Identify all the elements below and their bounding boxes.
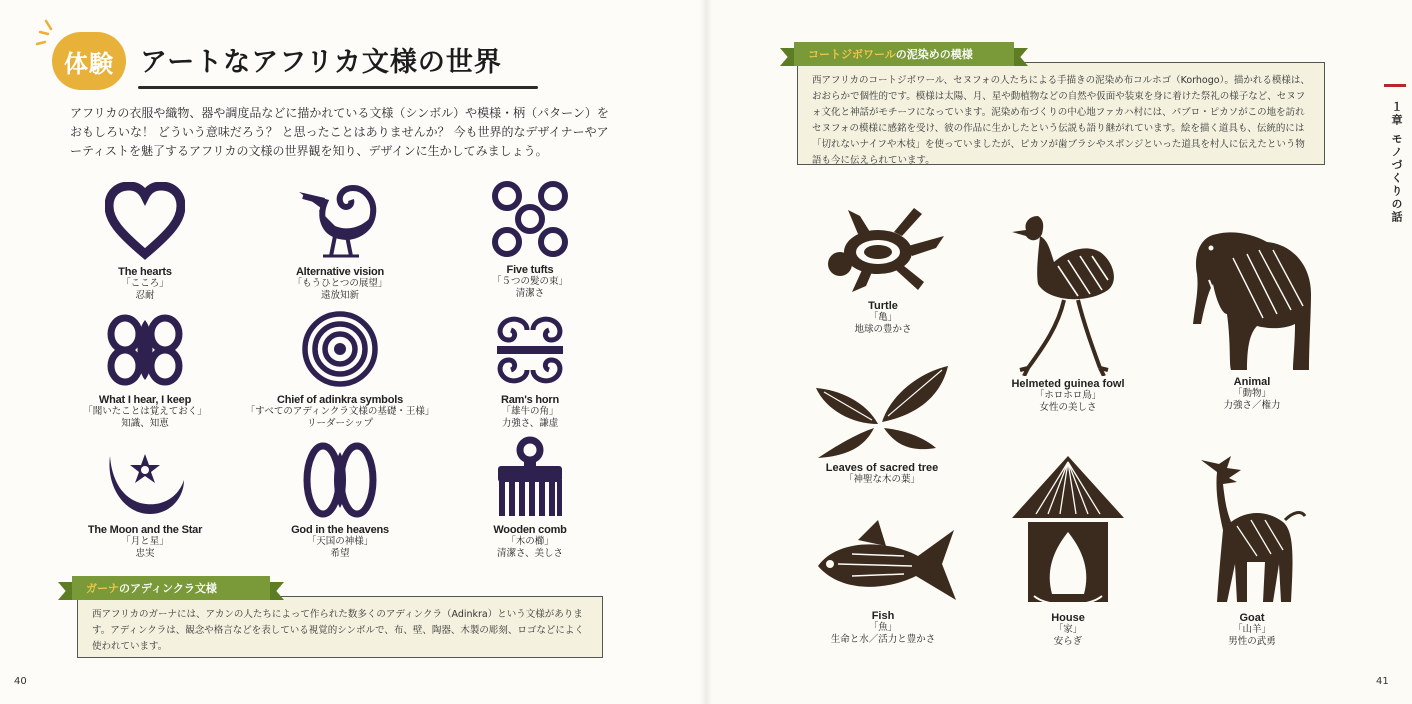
banner-highlight: ガーナ: [86, 582, 119, 595]
ghana-notebox: 西アフリカのガーナには、アカンの人たちによって作られた数多くのアディンクラ（Adinkra）という文様があります。アディンクラは、観念や格言などを表している視覚的シンボルで、布、壁、陶器、木製の彫刻、ロゴなどによく使われています。: [77, 596, 603, 658]
motif-name: House: [1051, 612, 1085, 624]
banner-label: のアディンクラ文様: [119, 582, 217, 595]
motif-meaning: 「魚」: [868, 622, 898, 633]
leaves-icon: [812, 362, 952, 460]
adinkra-item: [230, 442, 450, 560]
motif-value: 力強さ／権力: [1223, 400, 1281, 411]
adinkra-item: [230, 310, 450, 430]
adinkra-item: [420, 180, 640, 300]
symbol-value: リーダーシップ: [306, 418, 374, 429]
motif-name: Goat: [1239, 612, 1265, 624]
symbol-value: 清潔さ: [515, 288, 545, 299]
cote-notebox: 西アフリカのコートジボワール、セヌフォの人たちによる手描きの泥染め布コルホゴ（Korhogo）。描かれる模様は、おおらかで個性的です。模様は太陽、月、星や動植物などの自然や仮面や装束を身に着けた祭礼の様子など、セヌフォ文化と神話がモチーフになっています。泥染め布づくりの中心地ファカハ村には、パブロ・ピカソがこの地を訪れセヌフォの模様に感銘を受け、彼の作品に生かしたという伝説も語り継がれています。絵を描く道具も、伝統的には「切れないナイフや木枝」を使っていましたが、ピカソが歯ブラシやスポンジといった道具を村人に伝えたという物語も今に伝えられています。: [797, 62, 1325, 165]
banner-ribbon: [794, 42, 1014, 66]
symbol-value: 遠放知新: [320, 290, 359, 301]
motif-name: Turtle: [868, 300, 898, 312]
symbol-name: Chief of adinkra symbols: [276, 394, 403, 406]
heart-icon: [105, 182, 185, 260]
motif-name: Animal: [1233, 376, 1271, 388]
symbol-value: 知識、知恵: [121, 418, 169, 429]
adinkra-item: [420, 312, 640, 430]
book-gutter: [700, 0, 712, 704]
korhogo-item: [968, 206, 1168, 414]
motif-meaning: 「神聖な木の葉」: [843, 474, 920, 485]
intro-paragraph: アフリカの衣服や織物、器や調度品などに描かれている文様（シンボル）や模様・柄（パターン）を おもしろいな！ どういう意味だろう？ と思ったことはありませんか？ 今も世界的なデザイナーやアーティストを魅了するアフリカの文様の世界観を知り、デザインに生かしてみましょう。: [70, 106, 609, 158]
guinea-fowl-icon: [1008, 206, 1128, 376]
korhogo-item: [782, 362, 982, 486]
chapter-label: １章 モノづくりの話: [1390, 101, 1403, 224]
motif-meaning: 「動物」: [1232, 388, 1271, 399]
banner-ribbon: [72, 576, 270, 600]
symbol-value: 忠実: [135, 548, 155, 559]
motif-name: Helmeted guinea fowl: [1011, 378, 1125, 390]
motif-name: Fish: [871, 610, 895, 622]
moon-star-icon: [104, 446, 186, 518]
motif-value: 生命と水／活力と豊かさ: [830, 634, 936, 645]
symbol-meaning: 「こころ」: [121, 278, 169, 289]
comb-icon: [495, 436, 565, 518]
symbol-name: Alternative vision: [295, 266, 385, 278]
motif-meaning: 「山羊」: [1232, 624, 1271, 635]
fish-icon: [808, 516, 958, 608]
korhogo-item: [783, 516, 983, 646]
symbol-meaning: 「月と星」: [121, 536, 169, 547]
symbol-meaning: 「すべてのアディンクラ文様の基礎・王様」: [245, 406, 435, 417]
page-title: アートなアフリカ文様の世界: [140, 47, 502, 78]
concentric-circles-icon: [301, 310, 379, 388]
symbol-meaning: 「木の櫛」: [506, 536, 554, 547]
symbol-name: Five tufts: [506, 264, 554, 276]
god-heavens-icon: [301, 442, 379, 518]
house-icon: [1008, 452, 1128, 610]
banner-label: の泥染めの模様: [895, 48, 973, 61]
adinkra-item: [230, 176, 450, 302]
adinkra-item: [35, 182, 255, 302]
motif-value: 地球の豊かさ: [854, 324, 912, 335]
turtle-icon: [818, 202, 948, 298]
chapter-bar: [1384, 84, 1406, 87]
korhogo-item: [783, 202, 983, 336]
korhogo-item: [1152, 452, 1352, 648]
cote-banner: [780, 42, 1028, 66]
motif-name: Leaves of sacred tree: [825, 462, 939, 474]
symbol-name: What I hear, I keep: [98, 394, 192, 406]
title-underline: [138, 86, 538, 89]
symbol-value: 力強さ、謙虚: [501, 418, 559, 429]
symbol-meaning: 「聞いたことは覚えておく」: [83, 406, 207, 417]
chapter-tab: [1380, 84, 1410, 224]
symbol-value: 忍耐: [135, 290, 155, 301]
bird-icon: [295, 176, 385, 260]
motif-meaning: 「亀」: [868, 312, 898, 323]
symbol-value: 希望: [330, 548, 350, 559]
page-number-left: 40: [14, 676, 27, 687]
ghana-banner: [58, 576, 284, 600]
korhogo-item: [1152, 214, 1352, 412]
motif-value: 女性の美しさ: [1039, 402, 1097, 413]
adinkra-item: [35, 446, 255, 560]
experience-badge: 体験: [52, 32, 126, 90]
elephant-icon: [1187, 214, 1317, 374]
adinkra-item: [35, 312, 255, 430]
symbol-meaning: 「５つの髪の束」: [491, 276, 568, 287]
symbol-name: The hearts: [118, 266, 172, 278]
motif-value: 安らぎ: [1053, 636, 1083, 647]
symbol-name: Ram's horn: [500, 394, 560, 406]
goat-icon: [1197, 452, 1307, 610]
symbol-name: God in the heavens: [291, 524, 389, 536]
motif-meaning: 「家」: [1053, 624, 1083, 635]
ears-icon: [105, 312, 185, 388]
adinkra-item: [420, 436, 640, 560]
symbol-name: Wooden comb: [493, 524, 567, 536]
motif-meaning: 「ホロホロ鳥」: [1034, 390, 1102, 401]
banner-highlight: コートジボワール: [808, 48, 896, 61]
symbol-meaning: 「もうひとつの展望」: [292, 278, 388, 289]
symbol-value: 清潔さ、美しさ: [496, 548, 564, 559]
symbol-meaning: 「雄牛の角」: [501, 406, 559, 417]
korhogo-item: [968, 452, 1168, 648]
rams-horn-icon: [491, 312, 569, 388]
motif-value: 男性の武勇: [1228, 636, 1276, 647]
page-number-right: 41: [1376, 676, 1389, 687]
symbol-meaning: 「天国の神様」: [306, 536, 374, 547]
five-circles-icon: [491, 180, 569, 258]
symbol-name: The Moon and the Star: [87, 524, 203, 536]
